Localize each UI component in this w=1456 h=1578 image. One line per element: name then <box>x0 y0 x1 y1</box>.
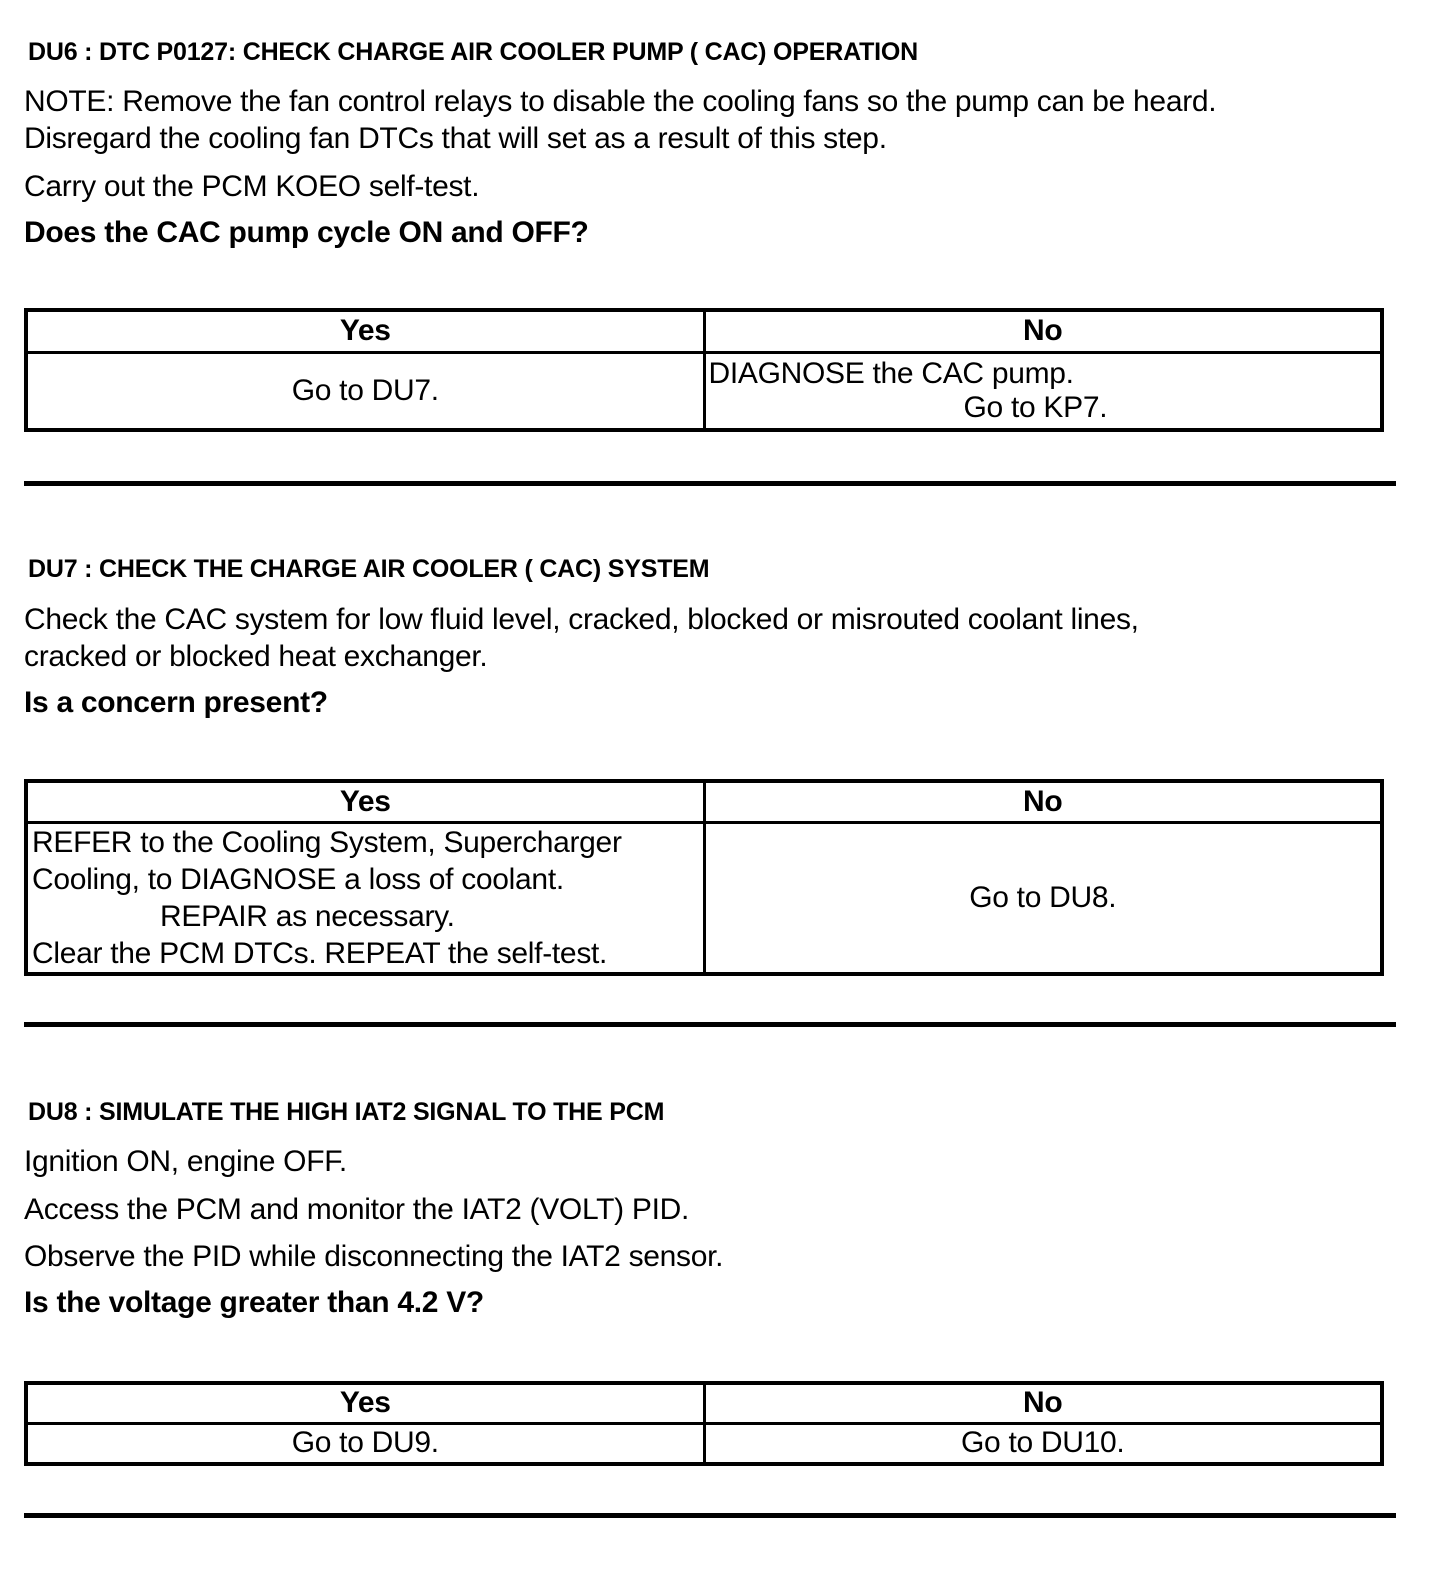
section-heading-du8: DU8 : SIMULATE THE HIGH IAT2 SIGNAL TO THE PCM <box>28 1098 665 1126</box>
du7-yes-action-4: Clear the PCM DTCs. REPEAT the self-test. <box>32 936 608 970</box>
section-divider <box>24 1022 1396 1027</box>
du7-yes-cell <box>26 822 704 974</box>
du6-note-line-2: Disregard the cooling fan DTCs that will set as a result of this step. <box>24 122 887 155</box>
du8-yes-no-table <box>24 1381 1384 1466</box>
du7-yes-action-2: Cooling, to DIAGNOSE a loss of coolant. <box>32 862 564 896</box>
du8-step-2: Access the PCM and monitor the IAT2 (VOLT) PID. <box>24 1193 690 1226</box>
du8-no-action: Go to DU10. <box>961 1426 1125 1460</box>
du8-no-cell <box>704 1423 1382 1464</box>
du6-no-cell <box>704 352 1382 430</box>
du8-step-1: Ignition ON, engine OFF. <box>24 1145 347 1178</box>
du6-yes-cell <box>26 352 704 430</box>
du6-note-line-1: NOTE: Remove the fan control relays to disable the cooling fans so the pump can be heard. <box>24 85 1217 118</box>
du6-yes-no-table <box>24 308 1384 432</box>
du7-no-action: Go to DU8. <box>969 880 1117 914</box>
du6-yes-action: Go to DU7. <box>291 373 439 407</box>
du6-instruction: Carry out the PCM KOEO self-test. <box>24 170 480 203</box>
du8-yes-header: Yes <box>26 1383 704 1423</box>
section-heading-du6: DU6 : DTC P0127: CHECK CHARGE AIR COOLER PUMP ( CAC) OPERATION <box>28 38 918 66</box>
du8-step-3: Observe the PID while disconnecting the IAT2 sensor. <box>24 1240 724 1273</box>
section-divider <box>24 481 1396 486</box>
section-divider <box>24 1513 1396 1518</box>
du7-check-line-2: cracked or blocked heat exchanger. <box>24 640 488 673</box>
du6-no-action-2: Go to KP7. <box>963 390 1108 424</box>
du6-no-action-1: DIAGNOSE the CAC pump. <box>708 356 1074 390</box>
du7-question: Is a concern present? <box>24 686 328 719</box>
du8-yes-action: Go to DU9. <box>291 1426 439 1460</box>
section-heading-du7: DU7 : CHECK THE CHARGE AIR COOLER ( CAC) SYSTEM <box>28 555 710 583</box>
du8-no-header: No <box>704 1383 1382 1423</box>
du8-question: Is the voltage greater than 4.2 V? <box>24 1286 484 1319</box>
du7-yes-header: Yes <box>26 781 704 822</box>
du7-yes-no-table <box>24 779 1384 976</box>
du7-no-cell <box>704 822 1382 974</box>
du7-yes-action-1: REFER to the Cooling System, Supercharger <box>32 825 622 859</box>
du6-no-header: No <box>704 310 1382 352</box>
du7-yes-action-3: REPAIR as necessary. <box>160 899 455 933</box>
du7-check-line-1: Check the CAC system for low fluid level, cracked, blocked or misrouted coolant lines, <box>24 603 1139 636</box>
du7-no-header: No <box>704 781 1382 822</box>
du8-yes-cell <box>26 1423 704 1464</box>
du6-question: Does the CAC pump cycle ON and OFF? <box>24 216 589 249</box>
du6-yes-header: Yes <box>26 310 704 352</box>
